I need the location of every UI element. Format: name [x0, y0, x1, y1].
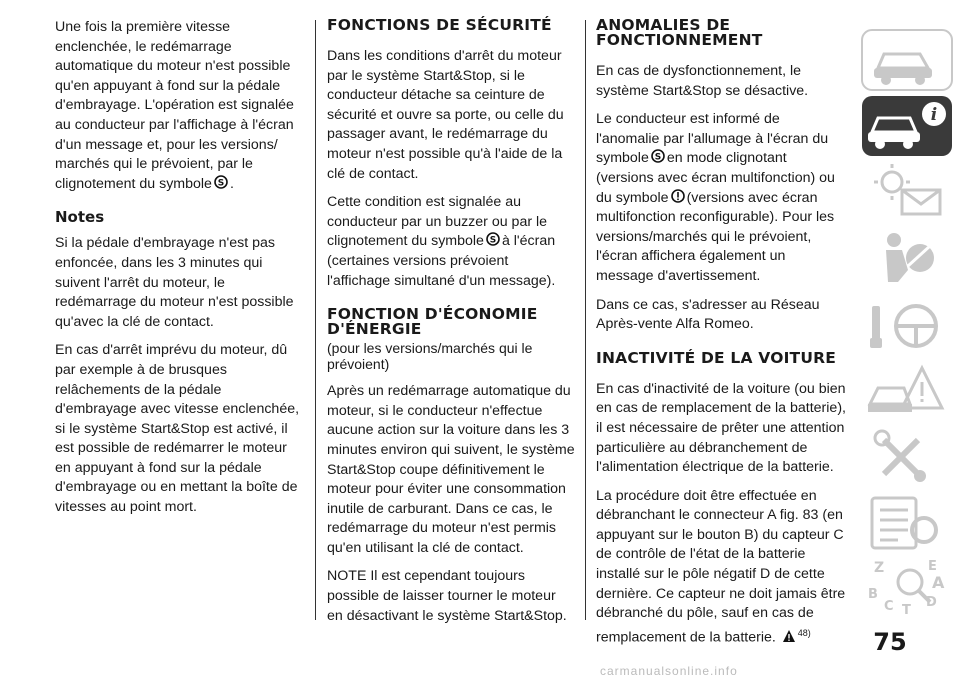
warning-lights-icon [858, 160, 954, 224]
watermark: carmanualsonline.info [600, 664, 738, 678]
column-divider [585, 20, 586, 620]
paragraph: La procédure doit être effectuée en débranchant le connecteur A fig. 83 (en appuyant sur le bouton B) du capteur C de contrôle de l'état de la batterie installé sur le pôle négatif D de cette dernière. Ce capteur ne doit jamais être débranché du pôle, sauf en cas de remplacement de la batterie. $^{48)}$ [596, 487, 846, 646]
svg-text:S: S [489, 235, 497, 246]
section-heading: FONCTION D'ÉCONOMIE D'ÉNERGIE [327, 305, 538, 339]
car-icon [858, 28, 954, 92]
svg-text:S: S [217, 178, 225, 189]
index-letter: D [926, 595, 937, 610]
index-letter: E [928, 559, 937, 574]
sidebar-tab-starting[interactable] [858, 292, 954, 356]
sidebar-tab-car[interactable] [858, 28, 954, 92]
tools-icon [858, 424, 954, 488]
section-heading: FONCTIONS DE SÉCURITÉ [327, 16, 552, 34]
svg-text:i: i [930, 105, 938, 125]
page-number: 75 [873, 628, 907, 656]
start-stop-symbol-icon [651, 149, 665, 163]
column-divider [315, 20, 316, 620]
sidebar-tab-warning-lights[interactable] [858, 160, 954, 224]
sidebar-tab-emergency[interactable] [858, 358, 954, 422]
index-letter: Z [874, 560, 885, 576]
column-left [55, 18, 305, 527]
index-letter: C [884, 599, 894, 614]
index-letter: A [932, 573, 945, 592]
sidebar-tab-car-info[interactable] [858, 94, 954, 158]
paragraph: Une fois la première vitesse enclenchée, le redémarrage automatique du moteur n'est possible qu'en appuyant à fond sur la pédale d'embrayage. L'opération est signalée au conducteur par l'affichage à l'écran d'un message et, pour les versions/ marchés qui le prévoient, par le clignotement du symbole S . [55, 19, 294, 192]
paragraph: En cas d'arrêt imprévu du moteur, dû par exemple à de brusques relâchements de la pédale d'embrayage avec vitesse enclenchée, si le système Start&Stop est activé, il est possible de redémarrer le moteur en appuyant à fond sur la pédale d'embrayage ou en mettant la boîte de vitesses au point mort. [55, 342, 300, 516]
failure-symbol-icon [671, 189, 685, 203]
paragraph: Après un redémarrage automatique du moteur, si le conducteur n'effectue aucune action sur la voiture dans les 3 minutes environ qui suivent, le système Start&Stop coupe définitivement le moteur pour éviter une consommation inutile de carburant. Dans ce cas, le redémarrage du moteur n'est permis qu'en utilisant la clé de contact. [327, 383, 575, 556]
airbag-icon [858, 226, 954, 290]
sidebar-tab-specifications[interactable] [858, 490, 954, 554]
car-info-icon [858, 94, 954, 158]
warning-triangle-icon [782, 629, 796, 643]
emergency-icon [858, 358, 954, 422]
notes-heading: Notes [55, 208, 105, 227]
index-icon [858, 556, 954, 620]
paragraph: En cas de dysfonctionnement, le système Start&Stop se désactive. [596, 63, 809, 99]
paragraph: Dans ce cas, s'adresser au Réseau Après-vente Alfa Romeo. [596, 296, 820, 333]
section-heading: INACTIVITÉ DE LA VOITURE [596, 348, 837, 367]
section-subtitle: (pour les versions/marchés qui le prévoient) [327, 340, 533, 372]
start-stop-symbol-icon [486, 232, 500, 246]
column-right [596, 18, 846, 657]
paragraph: Dans les conditions d'arrêt du moteur par le système Start&Stop, si le conducteur détache sa ceinture de sécurité et ouvre sa porte, ou celle du passager avant, le redémarrage du moteur n'est possible qu'à l'aide de la clé de contact. [327, 48, 564, 182]
steering-key-icon [858, 292, 954, 356]
paragraph: Cette condition est signalée au conducteur par un buzzer ou par le clignotement du symbole S à l'écran (certaines versions prévoient l'affichage simultané d'un message). [327, 194, 556, 289]
paragraph: Le conducteur est informé de l'anomalie par l'allumage à l'écran du symbole S en mode clignotant (versions avec écran multifonction) ou du symbole (versions avec écran multifonction reconfigurable). Pour les versions/marchés qui le prévoient, l'écran affichera également un message d'avertissement. [596, 111, 835, 284]
sidebar-tab-index[interactable] [858, 556, 954, 620]
index-letter: B [868, 587, 878, 602]
specs-icon [858, 490, 954, 554]
section-heading: ANOMALIES DE FONCTIONNEMENT [596, 16, 763, 49]
sidebar-tab-safety[interactable] [858, 226, 954, 290]
sidebar-tab-maintenance[interactable] [858, 424, 954, 488]
paragraph: En cas d'inactivité de la voiture (ou bien en cas de remplacement de la batterie), il est nécessaire de prêter une attention particulière au débranchement de l'alimentation électrique de la batterie. [596, 380, 846, 476]
start-stop-symbol-icon [214, 175, 228, 189]
paragraph: Si la pédale d'embrayage n'est pas enfoncée, dans les 3 minutes qui suivent l'arrêt du moteur, le redémarrage du moteur n'est possible qu'avec la clé de contact. [55, 235, 294, 330]
column-middle [327, 18, 575, 635]
svg-text:S: S [654, 152, 662, 163]
paragraph: NOTE Il est cependant toujours possible de laisser tourner le moteur en désactivant le système Start&Stop. [327, 568, 567, 624]
reference-number: 48) [797, 627, 811, 638]
index-letter: T [902, 603, 911, 618]
